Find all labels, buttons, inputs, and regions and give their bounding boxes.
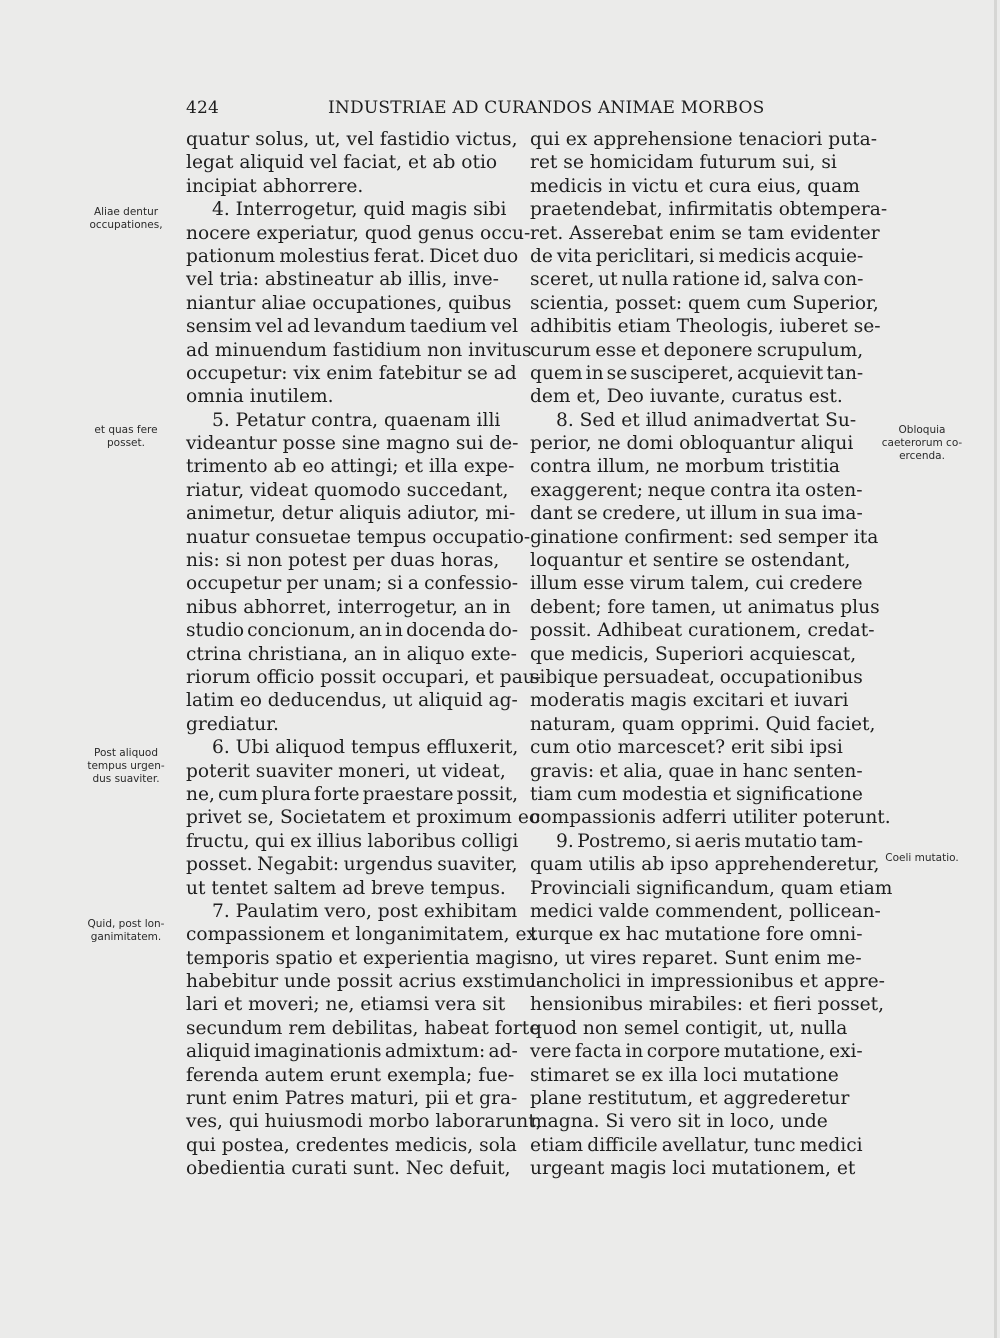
text-line: 6. Ubi aliquod tempus effluxerit, [212,737,519,759]
text-line: dant se credere, ut illum in sua ima- [530,503,863,525]
text-line: sensim vel ad levandum taedium vel [186,316,519,338]
text-line: Provinciali significandum, quam etiam [530,877,893,899]
text-line: illum esse virum talem, cui credere [530,573,863,595]
text-line: aliquid imaginationis admixtum: ad- [186,1041,518,1063]
text-line: moderatis magis excitari et iuvari [530,690,849,712]
text-line: urgeant magis loci mutationem, et [530,1158,856,1180]
text-line: sceret, ut nulla ratione id, salva con- [530,269,864,291]
text-line: grediatur. [186,713,279,735]
text-line: nis: si non potest per duas horas, [186,550,500,572]
text-line: nuatur consuetae tempus occupatio- [186,526,531,548]
text-line: ferenda autem erunt exempla; fue- [186,1064,515,1086]
text-line: trimento ab eo attingi; et illa expe- [186,456,515,478]
text-line: privet se, Societatem et proximum eo [186,807,541,829]
text-line: occupetur per unam; si a confessio- [186,573,519,595]
page-number: 424 [186,98,220,118]
text-line: quem in se susciperet, acquievit tan- [530,362,864,384]
text-line: medici valde commendent, pollicean- [530,900,881,922]
text-line: compassionis adferri utiliter poterunt. [530,807,891,829]
text-line: ctrina christiana, an in aliquo exte- [186,643,517,665]
text-line: lari et moveri; ne, etiamsi vera sit [186,994,506,1016]
margin-note-line: Aliae dentur [93,206,159,218]
text-line: latim eo deducendus, ut aliquid ag- [186,690,518,712]
right-text-column [530,128,893,1181]
scan-edge-shadow [994,0,997,1338]
margin-note-line: Post aliquod [94,747,158,759]
text-line: quod non semel contigit, ut, nulla [530,1017,848,1039]
text-line: dem et, Deo iuvante, curatus est. [530,386,843,408]
text-line: contra illum, ne morbum tristitia [530,456,841,478]
margin-note-right [872,424,972,463]
text-line: riorum officio possit occupari, et pau- [186,666,542,688]
text-line: omnia inutilem. [186,386,334,408]
text-line: ginatione confirment: sed semper ita [530,526,879,548]
text-line: ret. Asserebat enim se tam evidenter [530,222,880,244]
text-line: incipiat abhorrere. [186,175,364,197]
margin-note-line: tempus urgen- [87,760,165,772]
text-line: fructu, qui ex illius laboribus colligi [186,830,519,852]
margin-note-line: dus suaviter. [92,773,160,785]
text-line: quatur solus, ut, vel fastidio victus, [186,129,518,150]
text-line: animetur, detur aliquis adiutor, mi- [186,503,516,525]
margin-note-right [872,852,972,865]
margin-note-line: ercenda. [899,450,945,462]
text-line: runt enim Patres maturi, pii et gra- [186,1088,518,1110]
text-line: perior, ne domi obloquantur aliqui [530,433,854,455]
text-line: studio concionum, an in docenda do- [186,620,519,642]
text-line: 5. Petatur contra, quaenam illi [212,409,501,431]
margin-note-left [72,747,180,786]
text-line: lancholici in impressionibus et appre- [530,971,885,993]
text-line: 7. Paulatim vero, post exhibitam [212,900,518,922]
text-line: ret se homicidam futurum sui, si [530,152,837,174]
text-line: riatur, videat quomodo succedant, [186,479,509,501]
margin-note-left [72,918,180,944]
text-line: quam utilis ab ipso apprehenderetur, [530,854,880,876]
text-line: pationum molestius ferat. Dicet duo [186,245,519,267]
text-line: scientia, posset: quem cum Superior, [530,292,879,314]
text-line: nibus abhorret, interrogetur, an in [186,596,511,618]
text-line: etiam difficile avellatur, tunc medici [530,1134,863,1156]
text-line: 8. Sed et illud animadvertat Su- [556,409,857,431]
text-line: turque ex hac mutatione fore omni- [530,924,863,946]
text-line: debent; fore tamen, ut animatus plus [530,596,880,618]
text-line: nocere experiatur, quod genus occu- [186,222,531,244]
margin-note-line: Quid, post lon- [87,918,165,930]
text-line: naturam, quam opprimi. Quid faciet, [530,713,876,735]
margin-note-line: Coeli mutatio. [885,852,959,864]
text-line: temporis spatio et experientia magis [186,947,532,969]
text-line: que medicis, Superiori acquiescat, [530,643,857,665]
margin-note-left [72,206,180,232]
margin-note-line: ganimitatem. [90,931,162,943]
margin-note-line: Obloquia [898,424,946,436]
text-line: habebitur unde possit acrius exstimu- [186,971,543,993]
text-line: praetendebat, infirmitatis obtempera- [530,199,888,221]
text-line: medicis in victu et cura eius, quam [530,175,860,197]
margin-note-left [72,424,180,450]
text-line: 4. Interrogetur, quid magis sibi [212,199,507,221]
margin-note-line: occupationes, [89,219,163,231]
text-line: stimaret se ex illa loci mutatione [530,1064,839,1086]
margin-note-line: caeterorum co- [881,437,963,449]
text-line: possit. Adhibeat curationem, credat- [530,620,875,642]
text-line: qui ex apprehensione tenaciori puta- [530,129,877,150]
text-line: loquantur et sentire se ostendant, [530,550,851,572]
text-line: cum otio marcescet? erit sibi ipsi [530,737,843,759]
text-line: ad minuendum fastidium non invitus [186,339,532,361]
text-line: 9. Postremo, si aeris mutatio tam- [556,830,864,852]
running-title: INDUSTRIAE AD CURANDOS ANIMAE MORBOS [328,98,765,118]
text-line: legat aliquid vel faciat, et ab otio [186,152,498,174]
text-line: de vita periclitari, si medicis acquie- [530,245,864,267]
text-line: vel tria: abstineatur ab illis, inve- [186,269,499,291]
text-line: obedientia curati sunt. Nec defuit, [186,1158,511,1180]
text-line: exaggerent; neque contra ita osten- [530,479,863,501]
text-line: ne, cum plura forte praestare possit, [186,783,519,805]
text-line: hensionibus mirabiles: et fieri posset, [530,994,885,1016]
text-line: gravis: et alia, quae in hanc senten- [530,760,863,782]
text-line: vere facta in corpore mutatione, exi- [530,1041,863,1063]
text-line: adhibitis etiam Theologis, iuberet se- [530,316,881,338]
text-line: tiam cum modestia et significatione [530,783,863,805]
text-line: ut tentet saltem ad breve tempus. [186,877,506,899]
text-line: magna. Si vero sit in loco, unde [530,1111,828,1133]
text-line: compassionem et longanimitatem, ex [186,924,537,946]
text-line: sibique persuadeat, occupationibus [530,666,863,688]
margin-note-line: et quas fere [94,424,158,436]
text-line: qui postea, credentes medicis, sola [186,1134,517,1156]
text-line: secundum rem debilitas, habeat forte [186,1017,541,1039]
text-line: curum esse et deponere scrupulum, [530,339,864,361]
text-line: poterit suaviter moneri, ut videat, [186,760,506,782]
text-line: occupetur: vix enim fatebitur se ad [186,362,517,384]
text-line: videantur posse sine magno sui de- [186,433,519,455]
margin-note-line: posset. [107,437,145,449]
text-line: posset. Negabit: urgendus suaviter, [186,854,518,876]
text-line: ves, qui huiusmodi morbo laborarunt, [186,1111,542,1133]
left-text-column [186,128,543,1181]
text-line: no, ut vires reparet. Sunt enim me- [530,947,862,969]
text-line: niantur aliae occupationes, quibus [186,292,512,314]
text-line: plane restitutum, et aggrederetur [530,1088,850,1110]
